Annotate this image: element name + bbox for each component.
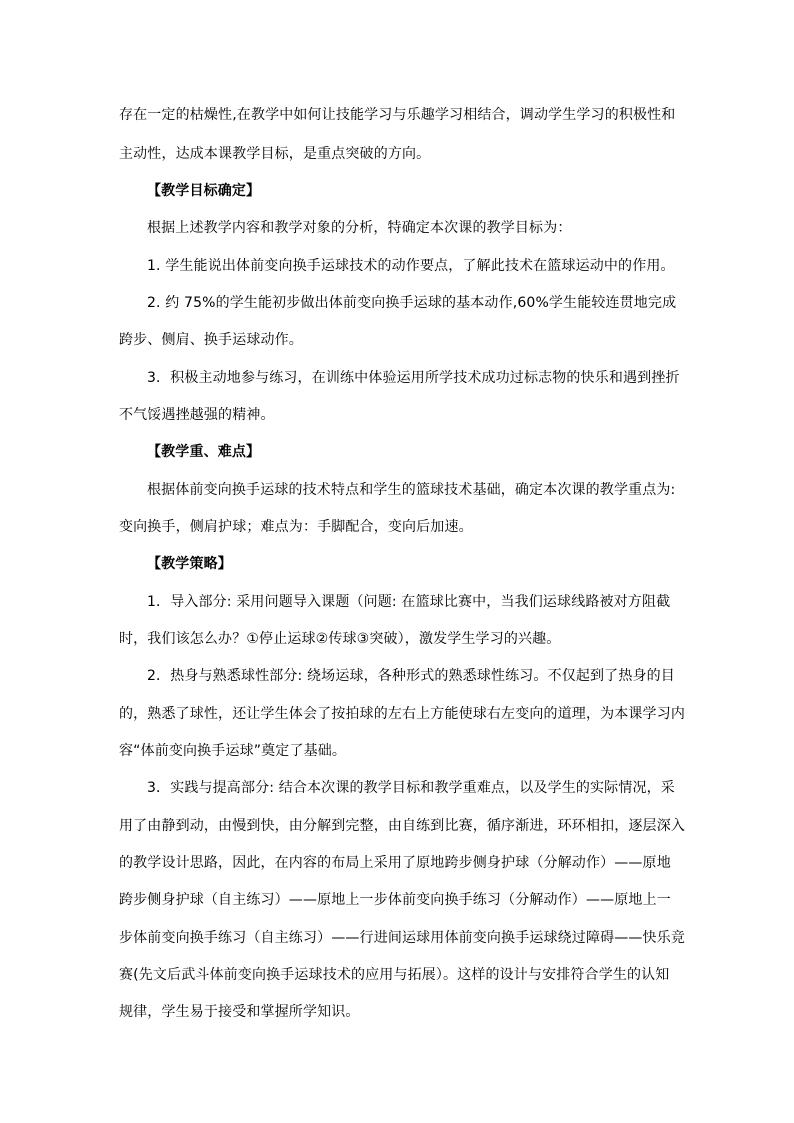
- section-heading: 【教学目标确定】: [147, 183, 261, 199]
- paragraph-line: 的，熟悉了球性，还让学生体会了按拍球的左右上方能使球右左变向的道理，为本课学习内: [119, 706, 685, 722]
- paragraph-line: 变向换手，侧肩护球；难点为：手脚配合，变向后加速。: [119, 519, 473, 535]
- section-heading: 【教学策略】: [147, 556, 232, 572]
- paragraph-line: 跨步、侧肩、换手运球动作。: [119, 332, 303, 348]
- paragraph-line: 步体前变向换手练习（自主练习）——行进间运球用体前变向换手运球绕过障碍——快乐竞: [119, 930, 685, 946]
- paragraph-line: 的教学设计思路，因此，在内容的布局上采用了原地跨步侧身护球（分解动作）——原地: [119, 855, 671, 871]
- paragraph-line: 规律，学生易于接受和掌握所学知识。: [119, 1004, 360, 1020]
- paragraph-line: 主动性，达成本课教学目标，是重点突破的方向。: [119, 146, 431, 162]
- paragraph-line: 根据上述教学内容和教学对象的分析，特确定本次课的教学目标为：: [147, 220, 572, 236]
- list-item: 2. 约 75%的学生能初步做出体前变向换手运球的基本动作,60%学生能较连贯地完成: [147, 295, 677, 311]
- paragraph-line: 跨步侧身护球（自主练习）——原地上一步体前变向换手练习（分解动作）——原地上一: [119, 892, 671, 908]
- list-item: 1．导入部分: 采用问题导入课题（问题: 在篮球比赛中，当我们运球线路被对方阻截: [147, 594, 671, 610]
- paragraph-line: 时，我们该怎么办？①停止运球②传球③突破），激发学生学习的兴趣。: [119, 631, 561, 647]
- list-item: 3．实践与提高部分: 结合本次课的教学目标和教学重难点，以及学生的实际情况，采: [147, 780, 675, 796]
- list-item: 2．热身与熟悉球性部分: 绕场运球，各种形式的熟悉球性练习。不仅起到了热身的目: [147, 668, 675, 684]
- paragraph-line: 赛(先文后武斗体前变向换手运球技术的应用与拓展）。这样的设计与安排符合学生的认知: [119, 967, 670, 983]
- paragraph-line: 用了由静到动，由慢到快，由分解到完整，由自练到比赛，循序渐进，环环相扣，逐层深入: [119, 818, 685, 834]
- paragraph-line: 不气馁遇挫越强的精神。: [119, 407, 275, 423]
- paragraph-line: 存在一定的枯燥性,在教学中如何让技能学习与乐趣学习相结合，调动学生学习的积极性和: [119, 107, 676, 123]
- section-heading: 【教学重、难点】: [147, 444, 261, 460]
- paragraph-line: 根据体前变向换手运球的技术特点和学生的篮球技术基础，确定本次课的教学重点为:: [147, 482, 676, 498]
- list-item: 3．积极主动地参与练习，在训练中体验运用所学技术成功过标志物的快乐和遇到挫折: [147, 370, 680, 386]
- paragraph-line: 容“体前变向换手运球”奠定了基础。: [119, 743, 347, 759]
- list-item: 1. 学生能说出体前变向换手运球技术的动作要点，了解此技术在篮球运动中的作用。: [147, 258, 675, 274]
